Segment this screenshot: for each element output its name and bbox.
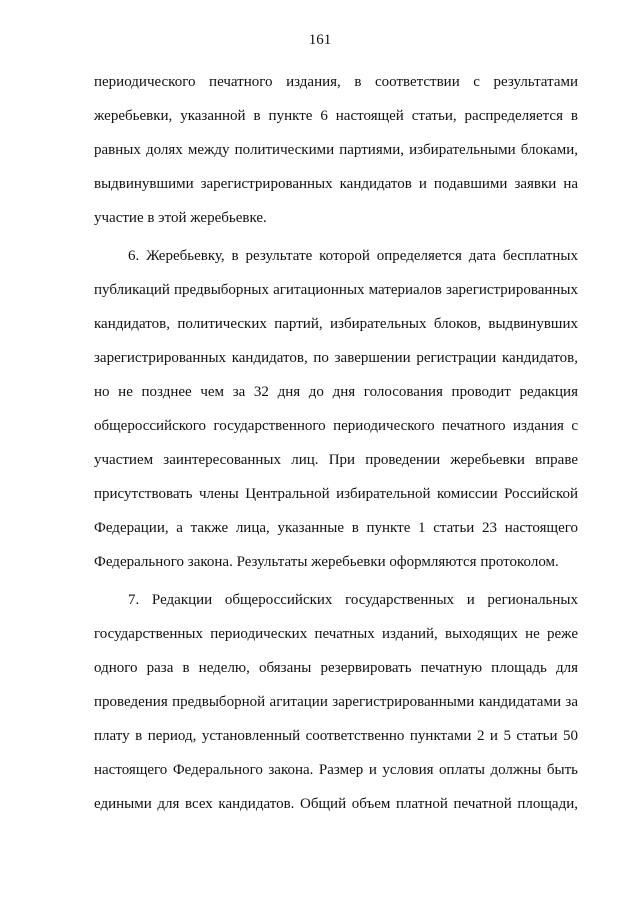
- paragraph-2-line-1: 6. Жеребьевку, в результате которой определяется дата бесплатных: [128, 248, 578, 264]
- paragraph-3-line-7: едиными для всех кандидатов. Общий объем платной печатной площади,: [94, 796, 578, 812]
- paragraph-2-line-3: кандидатов, политических партий, избирательных блоков, выдвинувших: [94, 316, 578, 332]
- paragraph-3-line-4: проведения предвыборной агитации зарегистрированными кандидатами за: [94, 694, 578, 710]
- paragraph-3-line-6: настоящего Федерального закона. Размер и условия оплаты должны быть: [94, 762, 578, 778]
- page-number: 161: [308, 32, 332, 48]
- paragraph-2-line-5: но не позднее чем за 32 дня до дня голосования проводит редакция: [94, 384, 578, 400]
- paragraph-1-line-2: жеребьевки, указанной в пункте 6 настоящей статьи, распределяется в: [94, 108, 578, 124]
- paragraph-2-line-8: присутствовать члены Центральной избирательной комиссии Российской: [94, 486, 578, 502]
- paragraph-3-line-1: 7. Редакции общероссийских государственных и региональных: [128, 592, 578, 608]
- paragraph-2-line-10: Федерального закона. Результаты жеребьевки оформляются протоколом.: [94, 554, 559, 570]
- paragraph-2-line-2: публикаций предвыборных агитационных материалов зарегистрированных: [94, 282, 578, 298]
- paragraph-1-line-1: периодического печатного издания, в соответствии с результатами: [94, 74, 578, 90]
- paragraph-3-line-3: одного раза в неделю, обязаны резервировать печатную площадь для: [94, 660, 578, 676]
- paragraph-3-line-2: государственных периодических печатных изданий, выходящих не реже: [94, 626, 578, 642]
- paragraph-2-line-6: общероссийского государственного периодического печатного издания с: [94, 418, 578, 434]
- paragraph-2-line-4: зарегистрированных кандидатов, по завершении регистрации кандидатов,: [94, 350, 578, 366]
- paragraph-1-line-4: выдвинувшими зарегистрированных кандидатов и подавшими заявки на: [94, 176, 578, 192]
- paragraph-3-line-5: плату в период, установленный соответственно пунктами 2 и 5 статьи 50: [94, 728, 578, 744]
- paragraph-2-line-7: участием заинтересованных лиц. При проведении жеребьевки вправе: [94, 452, 578, 468]
- paragraph-1-line-5: участие в этой жеребьевке.: [94, 210, 267, 226]
- paragraph-1-line-3: равных долях между политическими партиями, избирательными блоками,: [94, 142, 578, 158]
- paragraph-2-line-9: Федерации, а также лица, указанные в пункте 1 статьи 23 настоящего: [94, 520, 578, 536]
